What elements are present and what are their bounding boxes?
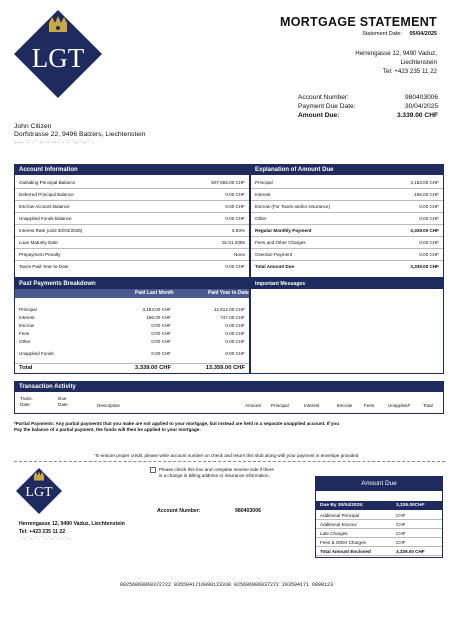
row-label: Interest [255,192,271,197]
bank-address-1: Herrengasse 12, 9490 Vaduz, [355,50,437,57]
explanation-row [251,250,443,259]
row-divider [15,248,249,249]
address-change-text-1: Please check this box and complete reverse side if there [159,467,274,472]
bank-tel: Tel: +423 235 11 22 [382,68,437,75]
row-paid-last-month: 0.00 CHF [151,339,171,344]
row-paid-last-month: 3,153.00 CHF [142,307,171,312]
stub-due-by-value: 3,339.00CHF [396,503,425,508]
address-change-checkbox[interactable] [150,467,156,473]
stub-account-number: 980403006 [235,508,261,514]
explanation-row [251,262,443,271]
col-fees: Fees [364,403,375,408]
row-value[interactable]: CHF [396,513,406,518]
col-paid-ytd: Paid Year to Date [208,290,249,296]
col-unapplied: Unapplied* [388,403,411,408]
row-value[interactable]: 3,339.00 CHF [396,549,425,554]
transaction-activity-title: Transaction Activity [15,382,443,392]
col-paid-last-month: Paid Last Month [135,290,174,296]
row-paid-last-month: 0.00 CHF [151,331,171,336]
row-value: 0.00 CHF [225,192,245,197]
row-label: Escrow [19,323,35,328]
row-label: Prepayment Penalty [19,252,61,257]
amount-due: 3.339.00 CHF [396,112,438,119]
partial-payment-note: *Partial Payments: Any partial payments that you make are not applied to your mortgage, but instead are held in a separate unapplied account. If you [14,421,340,426]
row-value: 0.00 CHF [419,240,439,245]
address-change-text-2: is a change in billing address or insurance information. [159,473,270,478]
row-label: Total Amount Enclosed [320,549,371,554]
row-divider [251,248,443,249]
row-value: 507,855.00 CHF [211,180,245,185]
row-label: Overdue Payment [255,252,293,257]
transaction-activity-panel [14,381,444,414]
logo-text: LGT [31,43,85,73]
col-interest: Interest [304,403,320,408]
micr-line: 00256069060372722 0355941716090123330 025606906037272 203594171 6090123 [119,582,334,588]
stub-amount-due-box [315,476,443,558]
amount-due-label: Amount Due: [298,112,340,119]
past-payment-row [15,350,249,358]
row-value: 5.93% [231,228,245,233]
row-value[interactable]: CHF [396,531,406,536]
stub-bank-address: Herrengasse 12, 9490 Vaduz, Liechtenstein [19,521,125,527]
row-label: Outsiding Principal Balance [19,180,76,185]
explanation-row [251,202,443,211]
explanation-row [251,226,443,235]
row-paid-ytd: 0.00 CHF [225,351,245,356]
row-label: Fees [19,331,30,336]
row-label: Escrow (For Taxes and/or insurance) [255,204,330,209]
statement-date-label: Statement Date: [362,31,402,37]
col-principal: Principal [271,403,289,408]
account-info-row [15,238,249,247]
account-info-panel [14,164,250,278]
row-paid-ytd: 0.00 CHF [225,339,245,344]
explanation-row [251,214,443,223]
customer-barcode: ····˙·˙·˙˙··˙·˙···˙·˙·˙˙··˙··˙˙· [14,140,95,146]
row-value: 186.00 CHF [414,192,439,197]
past-payment-row [15,338,249,346]
row-label: Fees & Other Charges [320,540,366,545]
explanation-row [251,178,443,187]
row-value[interactable]: CHF [396,522,406,527]
row-paid-ytd: 12,612.00 CHF [213,307,245,312]
col-amount: Amount [245,403,261,408]
row-value: None [234,252,245,257]
row-paid-ytd: 747.00 CHF [220,315,245,320]
account-info-row [15,250,249,259]
past-payment-row [15,330,249,338]
col-escrow: Escrow [337,403,353,408]
past-payment-row [15,322,249,330]
row-label: Regular Monthly Payment [255,228,312,233]
account-info-row [15,226,249,235]
col-trans-date: Trans. Date [20,396,33,407]
row-label: Unapplied Funds [19,351,54,356]
account-info-row [15,178,249,187]
stub-logo [15,467,63,515]
row-label: Taxes Paid Year-to-Date [19,264,69,269]
row-label: Other [19,339,31,344]
row-divider [251,212,443,213]
cut-line [14,461,445,462]
customer-address: Dorfstrasse 22, 9496 Balzers, Liechtenstein [14,131,146,138]
past-payments-total: Total 3,339.00 CHF 13,359.00 CHF [19,365,245,371]
row-label: Total Amount Due [255,264,295,269]
row-value: 0.00 CHF [225,204,245,209]
row-divider [15,260,249,261]
row-value[interactable]: CHF [396,540,406,545]
row-paid-ytd: 0.00 CHF [225,331,245,336]
row-divider [15,200,249,201]
row-value: 3,339.00 CHF [410,264,439,269]
col-due-date: Due Date [58,396,68,407]
account-info-row [15,214,249,223]
statement-date: 05/04/2025 [409,31,437,37]
payment-due: 30/04/2025 [404,103,438,110]
row-label: Principal [255,180,273,185]
row-label: Additional Escrow [320,522,357,527]
row-label: Unapplied Funds Balance [19,216,72,221]
row-divider [15,188,249,189]
row-label: Other [255,216,267,221]
statement-title: MORTGAGE STATEMENT [279,15,437,29]
payment-instructions: To ensure proper credit, please write account number on check and return this stub along with your payment in envelope provided [94,453,359,458]
col-description: Description [97,403,120,408]
row-divider [251,260,443,261]
row-value: 01.01.2055 [222,240,245,245]
row-paid-last-month: 186.00 CHF [146,315,171,320]
row-label: Deferred Principal Balance [19,192,74,197]
account-info-row [15,262,249,271]
row-label: Additional Principal [320,513,360,518]
row-divider [15,212,249,213]
stub-account-label: Account Number: [157,508,201,514]
explanation-row [251,238,443,247]
account-summary [298,93,438,120]
bank-address-2: Liechtenstein [400,59,437,66]
row-divider [15,236,249,237]
row-label: Principal [19,307,37,312]
stub-logo-text: LGT [25,485,53,500]
past-payments-title: Past Payments Breakdown [15,279,249,289]
important-messages-title: Important Messages [251,279,443,289]
account-info-title: Account Information [15,165,249,175]
past-payments-panel [14,278,250,374]
past-payment-row [15,306,249,314]
account-number-label: Account Number: [298,94,349,101]
row-divider [251,200,443,201]
row-value: 3,339.00 CHF [410,228,439,233]
col-total: Total [423,403,433,408]
important-messages-panel [250,278,444,374]
past-payment-row [15,314,249,322]
row-value: 0.00 CHF [419,216,439,221]
row-value: 0.00 CHF [225,264,245,269]
row-divider [251,224,443,225]
row-label: Fees and Other Charges [255,240,306,245]
statement-date-row [362,31,437,37]
row-value: 0.00 CHF [419,204,439,209]
row-label: Late Charges [320,531,348,536]
payment-due-label: Payment Due Date: [298,103,356,110]
account-number: 980403006 [404,94,438,101]
row-label: Interest Rate (until 30/04/2025) [19,228,83,233]
stub-squiggle: ˙··˙···˙·˙˙··˙··˙·˙·˙··· [19,537,72,542]
account-info-row [15,202,249,211]
row-label: Escrow Account Balance [19,204,70,209]
row-divider [251,236,443,237]
row-divider [15,224,249,225]
row-divider [316,555,442,556]
explanation-panel [250,164,444,278]
row-value: 3,153.00 CHF [410,180,439,185]
lgt-logo [12,8,104,100]
stub-bank-tel: Tel: +423 235 11 22 [19,529,66,535]
stub-due-by-label: Due By 30/04/2025: [320,503,364,508]
row-value: 0.00 CHF [225,216,245,221]
stub-amount-due-title: Amount Due [316,477,442,491]
explanation-title: Explanation of Amount Due [251,165,443,175]
row-paid-ytd: 0.00 CHF [225,323,245,328]
row-paid-last-month: 0.00 CHF [151,351,171,356]
row-paid-last-month: 0.00 CHF [151,323,171,328]
stub-due-by-row [316,501,442,510]
row-label: Loan Maturity Date [19,240,58,245]
explanation-row [251,190,443,199]
partial-payment-note-2: Pay the balance of a partial payment, the funds will then be applied to your mortgage. [14,427,201,432]
row-label: Interest [19,315,35,320]
row-value: 0.00 CHF [419,252,439,257]
customer-name: John Citizen [14,123,52,130]
row-divider [251,188,443,189]
account-info-row [15,190,249,199]
